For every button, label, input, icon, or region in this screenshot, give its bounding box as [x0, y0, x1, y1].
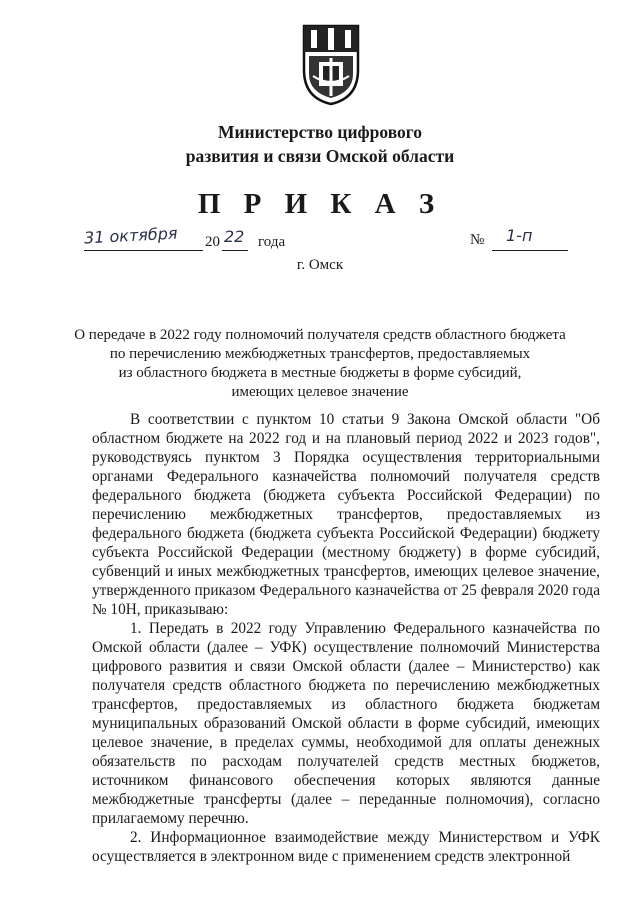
date-underline [84, 250, 203, 251]
number-label: № [470, 232, 485, 248]
document-type-title: П Р И К А З [197, 188, 443, 220]
subject-line1: О передаче в 2022 году полномочий получателя средств областного бюджета [74, 327, 566, 343]
subject-line3: из областного бюджета в местные бюджеты в форме субсидий, [118, 365, 522, 381]
paragraph-item-1: 1. Передать в 2022 году Управлению Федерального казначейства по Омской области (далее – УФК) осуществление полномочий Министерства цифрового развития и связи Омской области (далее – Министерство) как получателя средств областного бюджета по перечислению межбюджетных трансфертов, предоставляемых из областного бюджета бюджетам муниципальных образований Омской области в форме субсидий, имеющих целевое значение, в пределах суммы, необходимой для оплаты денежных обязательств по расходам получателей средств местных бюджетов, источником финансового обеспечения которых являются данные межбюджетные трансферты (далее – переданные полномочия), согласно прилагаемому перечню. [92, 620, 600, 827]
handwritten-number: 1-п [506, 226, 533, 245]
ministry-name-line1: Министерство цифрового [217, 122, 423, 142]
paragraph-preamble: В соответствии с пунктом 10 статьи 9 Закона Омской области "Об областном бюджете на 2022 год и на плановый период 2022 и 2023 годов", руководствуясь пунктом 3 Порядка осуществления территориальными органами Федерального казначейства полномочий получателя средств федерального бюджета (бюджета субъекта Российской Федерации) по перечислению межбюджетных трансфертов, предоставляемых из федерального бюджета (бюджета субъекта Российской Федерации) бюджету субъекта Российской Федерации (местному бюджету) в форме субсидий, субвенций и иных межбюджетных трансфертов, имеющих целевое значение, утвержденного приказом Федерального казначейства от 25 февраля 2020 года № 10Н, приказываю: [92, 411, 600, 618]
subject-line2: по перечислению межбюджетных трансфертов, предоставляемых [109, 346, 531, 362]
handwritten-date: 31 октября [83, 223, 178, 248]
year-prefix: 20 [205, 234, 220, 250]
city: г. Омск [296, 257, 344, 273]
handwritten-year: 22 [224, 227, 245, 246]
number-underline [492, 250, 568, 251]
paragraph-item-2: 2. Информационное взаимодействие между Министерством и УФК осуществляется в электронном виде с применением средств электронной [92, 829, 600, 865]
ministry-name-line2: развития и связи Омской области [185, 146, 455, 166]
coat-of-arms-icon [299, 18, 363, 106]
body-text [92, 410, 600, 866]
year-word: года [258, 234, 286, 250]
subject-line4: имеющих целевое значение [231, 384, 409, 400]
year-underline [222, 250, 248, 251]
